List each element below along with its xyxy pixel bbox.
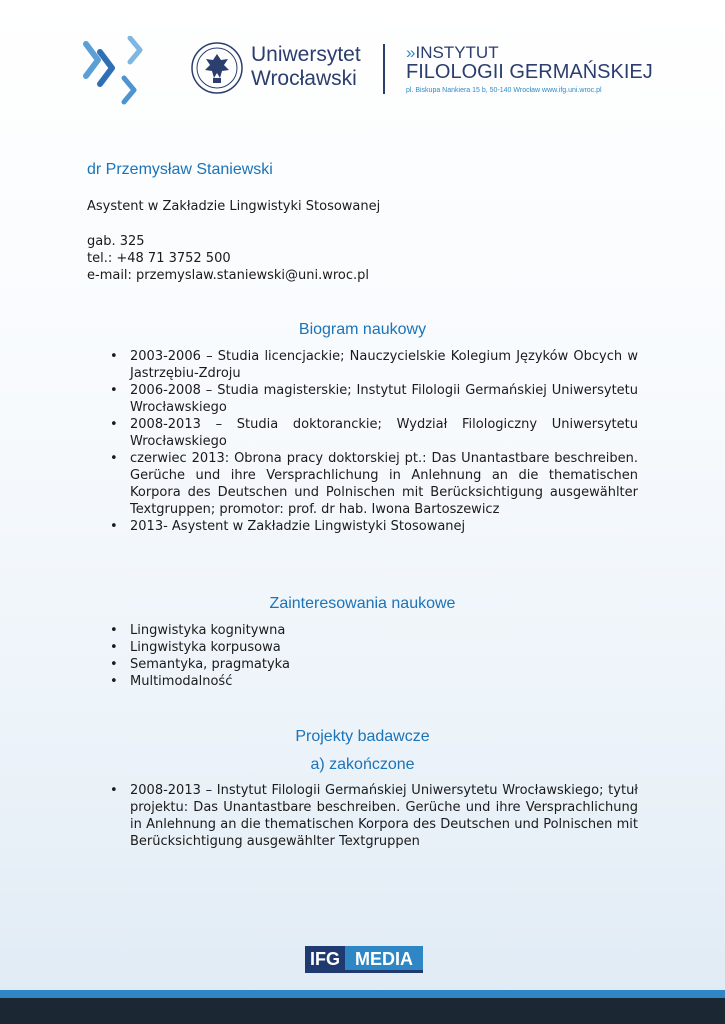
list-item: • 2008-2013 – Studia doktoranckie; Wydział Filologiczny Uniwersytetu Wrocławskiego — [108, 416, 638, 450]
university-seal-icon — [191, 42, 243, 94]
header-divider — [383, 44, 385, 94]
biogram-list — [108, 348, 638, 535]
interests-list — [108, 622, 638, 690]
institute-address: pl. Biskupa Nankiera 15 b, 50-140 Wrocław www.ifg.uni.wroc.pl — [406, 87, 602, 94]
footer-logo-right: MEDIA — [355, 949, 413, 969]
footer-logo-left: IFG — [310, 949, 340, 969]
institute-prefix: » — [406, 43, 416, 62]
person-email[interactable]: e-mail: przemyslaw.staniewski@uni.wroc.pl — [87, 268, 369, 283]
bottom-dark-strip — [0, 998, 725, 1024]
person-contact — [87, 233, 369, 284]
person-phone: tel.: +48 71 3752 500 — [87, 251, 231, 266]
institute-line2: FILOLOGII GERMAŃSKIEJ — [406, 61, 653, 83]
list-item: • Lingwistyka kognitywna — [108, 622, 638, 639]
list-item: • Lingwistyka korpusowa — [108, 639, 638, 656]
footer-logo-underline — [305, 970, 423, 973]
interests-heading: Zainteresowania naukowe — [269, 595, 456, 612]
person-name: dr Przemysław Staniewski — [87, 161, 273, 178]
projects-subheading: a) zakończone — [310, 756, 415, 773]
page-header — [0, 0, 725, 130]
person-position: Asystent w Zakładzie Lingwistyki Stosowanej — [87, 199, 381, 214]
list-item: • 2003-2006 – Studia licencjackie; Nauczycielskie Kolegium Języków Obcych w Jastrzębiu-Zdroju — [108, 348, 638, 382]
ifg-media-logo — [305, 946, 423, 970]
university-name-line1: Uniwersytet — [251, 43, 361, 66]
university-name — [251, 43, 361, 91]
institute-block — [406, 44, 653, 97]
projects-list — [108, 782, 638, 850]
list-item: • 2006-2008 – Studia magisterskie; Instytut Filologii Germańskiej Uniwersytetu Wrocławskiego — [108, 382, 638, 416]
biogram-heading: Biogram naukowy — [298, 321, 427, 338]
university-name-line2: Wrocławski — [251, 67, 357, 90]
chevron-decor-icon — [82, 36, 160, 110]
projects-heading: Projekty badawcze — [295, 728, 430, 745]
list-item: • 2013- Asystent w Zakładzie Lingwistyki Stosowanej — [108, 518, 638, 535]
institute-line1: INSTYTUT — [415, 43, 499, 62]
bottom-accent-strip — [0, 990, 725, 998]
person-room: gab. 325 — [87, 234, 145, 249]
list-item: • 2008-2013 – Instytut Filologii Germańskiej Uniwersytetu Wrocławskiego; tytuł projektu: Das Unantastbare beschreiben. Gerüche und ihre Versprachlichung in Anlehnung an die thematischen Korpora des Deutschen und Polnischen mit Berücksichtigung ausgewählter Textgruppen — [108, 782, 638, 850]
list-item: • Semantyka, pragmatyka — [108, 656, 638, 673]
list-item: • czerwiec 2013: Obrona pracy doktorskiej pt.: Das Unantastbare beschreiben. Gerüche und ihre Versprachlichung in Anlehnung an die thematischen Korpora des Deutschen und Polnischen mit Berücksichtigung ausgewählter Textgruppen; promotor: prof. dr hab. Iwona Bartoszewicz — [108, 450, 638, 518]
list-item: • Multimodalność — [108, 673, 638, 690]
